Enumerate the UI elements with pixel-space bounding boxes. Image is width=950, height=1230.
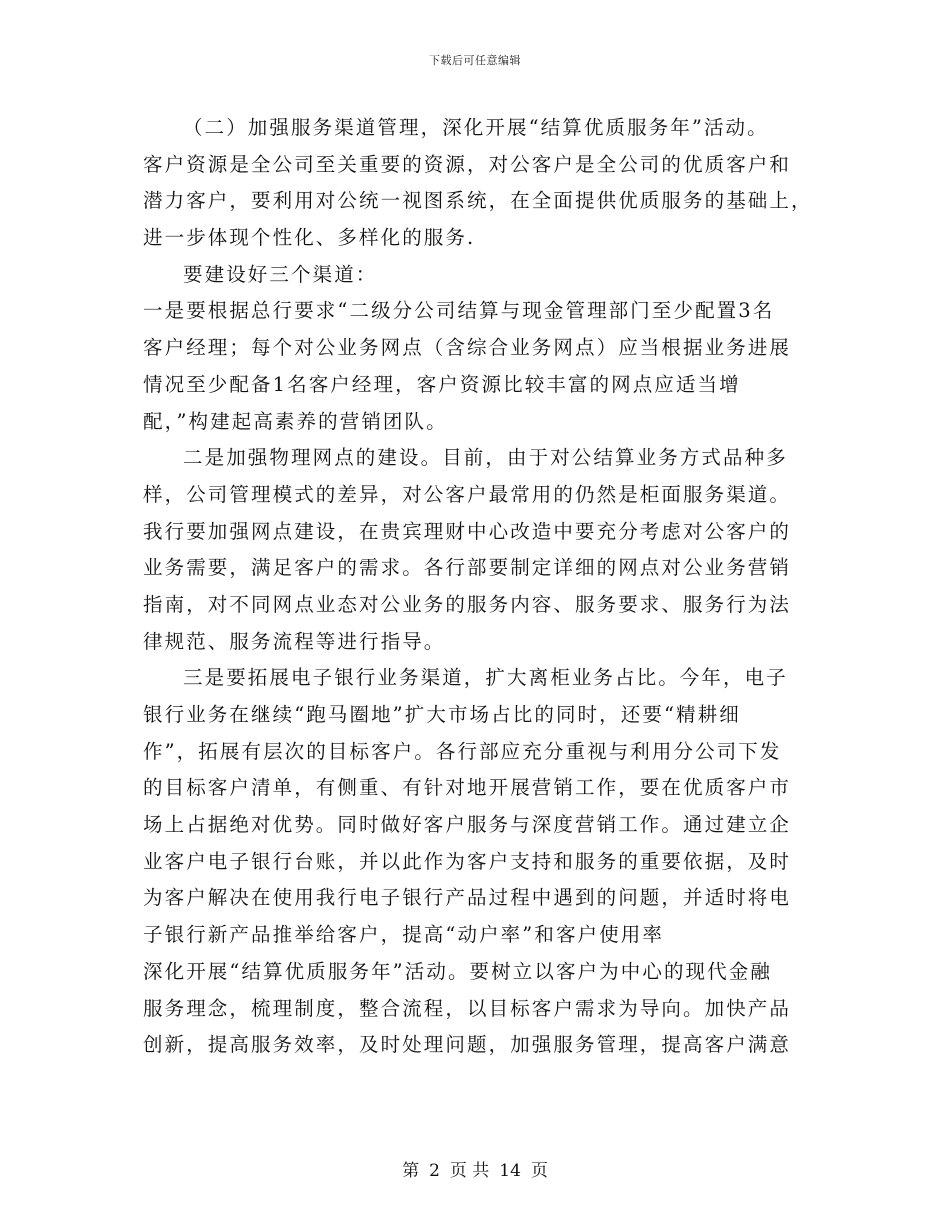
paragraph-line: 二是加强物理网点的建设。目前，由于对公结算业务方式品种多: [183, 446, 788, 470]
paragraph-line: 业务需要，满足客户的需求。各行部要制定详细的网点对公业务营销: [143, 556, 792, 580]
document-body: [143, 110, 811, 1064]
page-footer: [0, 1156, 950, 1181]
current-page-number: 2: [429, 1161, 440, 1181]
total-pages-number: 14: [499, 1161, 521, 1181]
paragraph-line: 客户经理；每个对公业务网点（含综合业务网点）应当根据业务进展: [143, 336, 792, 360]
paragraph-line: 子银行新产品推举给客户，提高“动户率”和客户使用率: [143, 923, 664, 947]
paragraph-line: 银行业务在继续“跑马圈地”扩大市场占比的同时，还要“精耕细: [143, 703, 741, 726]
paragraph-line: 要建设好三个渠道：: [183, 262, 378, 286]
paragraph-line: 服务理念，梳理制度，整合流程，以目标客户需求为导向。加快产品: [143, 996, 792, 1020]
paragraph-line: 律规范、服务流程等进行指导。: [143, 629, 446, 653]
paragraph-line: 客户资源是全公司至关重要的资源，对公客户是全公司的优质客户和: [143, 152, 792, 176]
paragraph-line: 配，”构建起高素养的营销团队。: [143, 409, 448, 433]
paragraph-line: 样，公司管理模式的差异，对公客户最常用的仍然是柜面服务渠道。: [143, 482, 792, 506]
paragraph-line: （二）加强服务渠道管理，深化开展“结算优质服务年”活动。: [183, 116, 769, 139]
paragraph-line: 创新，提高服务效率，及时处理问题，加强服务管理，提高客户满意: [143, 1033, 792, 1057]
paragraph-line: 一是要根据总行要求“二级分公司结算与现金管理部门至少配置3名: [143, 299, 775, 323]
paragraph-line: 潜力客户，要利用对公统一视图系统，在全面提供优质服务的基础上，: [143, 189, 813, 213]
paragraph-line: 业客户电子银行台账，并以此作为客户支持和服务的重要依据，及时: [143, 849, 792, 873]
paragraph-line: 作”，拓展有层次的目标客户。各行部应充分重视与利用分公司下发: [143, 739, 782, 763]
paragraph-line: 的目标客户清单，有侧重、有针对地开展营销工作，要在优质客户市: [143, 776, 792, 800]
page-header: 下载后可任意编辑: [429, 54, 521, 67]
footer-suffix: 页: [530, 1161, 548, 1181]
paragraph-line: 为客户解决在使用我行电子银行产品过程中遇到的问题，并适时将电: [143, 886, 792, 910]
paragraph-line: 我行要加强网点建设，在贵宾理财中心改造中要充分考虑对公客户的: [143, 519, 792, 543]
paragraph-line: 指南，对不同网点业态对公业务的服务内容、服务要求、服务行为法: [143, 592, 792, 616]
paragraph-line: 场上占据绝对优势。同时做好客户服务与深度营销工作。通过建立企: [143, 813, 792, 837]
paragraph-line: 三是要拓展电子银行业务渠道，扩大离柜业务占比。今年，电子: [183, 666, 788, 690]
paragraph-line: 深化开展“结算优质服务年”活动。要树立以客户为中心的现代金融: [143, 959, 772, 983]
footer-prefix: 第: [402, 1161, 420, 1181]
footer-middle: 页 共: [449, 1161, 490, 1181]
paragraph-line: 情况至少配备1名客户经理，客户资源比较丰富的网点应适当增: [143, 372, 741, 396]
paragraph-line: 进一步体现个性化、多样化的服务.: [143, 226, 476, 250]
